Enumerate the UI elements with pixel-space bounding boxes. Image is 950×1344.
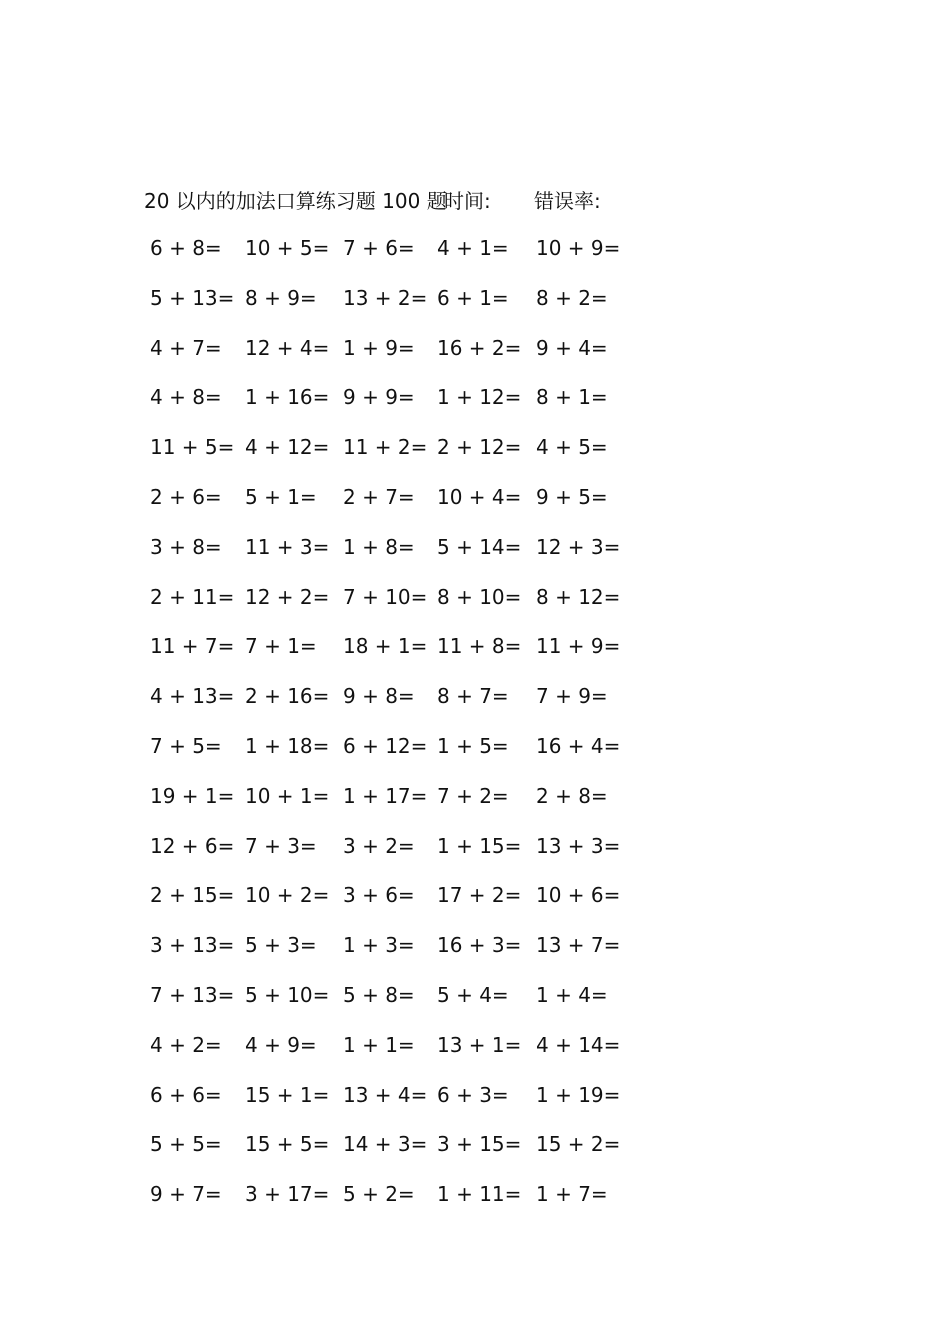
problem-row bbox=[0, 381, 950, 431]
addition-problem: 13 + 1= bbox=[437, 1032, 522, 1057]
addition-problem: 8 + 2= bbox=[536, 285, 608, 310]
addition-problem: 1 + 11= bbox=[437, 1182, 522, 1207]
addition-problem: 13 + 4= bbox=[343, 1082, 428, 1107]
addition-problem: 5 + 2= bbox=[343, 1182, 415, 1207]
addition-problem: 10 + 2= bbox=[245, 883, 330, 908]
addition-problem: 7 + 5= bbox=[150, 733, 222, 758]
problem-row bbox=[0, 680, 950, 730]
problem-row bbox=[0, 1029, 950, 1079]
addition-problem: 11 + 5= bbox=[150, 435, 235, 460]
addition-problem: 2 + 8= bbox=[536, 783, 608, 808]
addition-problem: 11 + 7= bbox=[150, 634, 235, 659]
addition-problem: 2 + 16= bbox=[245, 684, 330, 709]
problem-grid bbox=[0, 232, 950, 1228]
addition-problem: 6 + 8= bbox=[150, 236, 222, 260]
addition-problem: 18 + 1= bbox=[343, 634, 428, 659]
addition-problem: 15 + 2= bbox=[536, 1132, 621, 1157]
addition-problem: 6 + 3= bbox=[437, 1082, 509, 1107]
addition-problem: 5 + 13= bbox=[150, 285, 235, 310]
addition-problem: 2 + 7= bbox=[343, 484, 415, 509]
addition-problem: 4 + 8= bbox=[150, 385, 222, 410]
addition-problem: 17 + 2= bbox=[437, 883, 522, 908]
error-rate-label: 错误率: bbox=[534, 189, 601, 213]
problem-row bbox=[0, 1128, 950, 1178]
addition-problem: 3 + 15= bbox=[437, 1132, 522, 1157]
addition-problem: 5 + 14= bbox=[437, 534, 522, 559]
addition-problem: 7 + 9= bbox=[536, 684, 608, 709]
addition-problem: 1 + 9= bbox=[343, 335, 415, 360]
addition-problem: 14 + 3= bbox=[343, 1132, 428, 1157]
addition-problem: 3 + 17= bbox=[245, 1182, 330, 1207]
addition-problem: 1 + 5= bbox=[437, 733, 509, 758]
addition-problem: 9 + 9= bbox=[343, 385, 415, 410]
addition-problem: 5 + 1= bbox=[245, 484, 317, 509]
addition-problem: 1 + 19= bbox=[536, 1082, 621, 1107]
addition-problem: 5 + 3= bbox=[245, 933, 317, 958]
problem-row bbox=[0, 431, 950, 481]
addition-problem: 6 + 1= bbox=[437, 285, 509, 310]
problem-row bbox=[0, 1079, 950, 1129]
addition-problem: 1 + 16= bbox=[245, 385, 330, 410]
addition-problem: 2 + 12= bbox=[437, 435, 522, 460]
addition-problem: 1 + 17= bbox=[343, 783, 428, 808]
addition-problem: 19 + 1= bbox=[150, 783, 235, 808]
addition-problem: 4 + 1= bbox=[437, 236, 509, 260]
addition-problem: 1 + 4= bbox=[536, 982, 608, 1007]
problem-row bbox=[0, 481, 950, 531]
addition-problem: 12 + 2= bbox=[245, 584, 330, 609]
addition-problem: 4 + 13= bbox=[150, 684, 235, 709]
addition-problem: 2 + 11= bbox=[150, 584, 235, 609]
addition-problem: 11 + 2= bbox=[343, 435, 428, 460]
problem-row bbox=[0, 979, 950, 1029]
addition-problem: 1 + 15= bbox=[437, 833, 522, 858]
problem-row bbox=[0, 282, 950, 332]
time-label: 时间: bbox=[444, 189, 491, 213]
problem-row bbox=[0, 332, 950, 382]
addition-problem: 15 + 5= bbox=[245, 1132, 330, 1157]
addition-problem: 12 + 3= bbox=[536, 534, 621, 559]
addition-problem: 7 + 10= bbox=[343, 584, 428, 609]
addition-problem: 10 + 5= bbox=[245, 236, 330, 260]
addition-problem: 4 + 9= bbox=[245, 1032, 317, 1057]
problem-row bbox=[0, 879, 950, 929]
addition-problem: 3 + 6= bbox=[343, 883, 415, 908]
addition-problem: 1 + 7= bbox=[536, 1182, 608, 1207]
addition-problem: 8 + 12= bbox=[536, 584, 621, 609]
addition-problem: 5 + 8= bbox=[343, 982, 415, 1007]
addition-problem: 4 + 2= bbox=[150, 1032, 222, 1057]
addition-problem: 7 + 3= bbox=[245, 833, 317, 858]
addition-problem: 12 + 6= bbox=[150, 833, 235, 858]
addition-problem: 6 + 12= bbox=[343, 733, 428, 758]
addition-problem: 15 + 1= bbox=[245, 1082, 330, 1107]
worksheet-title: 20 以内的加法口算练习题 100 题 bbox=[144, 189, 447, 213]
addition-problem: 11 + 8= bbox=[437, 634, 522, 659]
addition-problem: 10 + 4= bbox=[437, 484, 522, 509]
addition-problem: 4 + 14= bbox=[536, 1032, 621, 1057]
addition-problem: 3 + 8= bbox=[150, 534, 222, 559]
addition-problem: 7 + 6= bbox=[343, 236, 415, 260]
addition-problem: 12 + 4= bbox=[245, 335, 330, 360]
addition-problem: 9 + 8= bbox=[343, 684, 415, 709]
addition-problem: 4 + 12= bbox=[245, 435, 330, 460]
addition-problem: 11 + 3= bbox=[245, 534, 330, 559]
addition-problem: 1 + 1= bbox=[343, 1032, 415, 1057]
addition-problem: 13 + 2= bbox=[343, 285, 428, 310]
addition-problem: 1 + 3= bbox=[343, 933, 415, 958]
addition-problem: 16 + 4= bbox=[536, 733, 621, 758]
addition-problem: 9 + 5= bbox=[536, 484, 608, 509]
addition-problem: 9 + 4= bbox=[536, 335, 608, 360]
addition-problem: 2 + 15= bbox=[150, 883, 235, 908]
addition-problem: 3 + 2= bbox=[343, 833, 415, 858]
addition-problem: 16 + 3= bbox=[437, 933, 522, 958]
problem-row bbox=[0, 232, 950, 282]
problem-row bbox=[0, 929, 950, 979]
addition-problem: 13 + 3= bbox=[536, 833, 621, 858]
problem-row bbox=[0, 830, 950, 880]
addition-problem: 1 + 8= bbox=[343, 534, 415, 559]
worksheet-header bbox=[144, 185, 664, 217]
addition-problem: 4 + 7= bbox=[150, 335, 222, 360]
problem-row bbox=[0, 581, 950, 631]
problem-row bbox=[0, 630, 950, 680]
addition-problem: 6 + 6= bbox=[150, 1082, 222, 1107]
addition-problem: 7 + 1= bbox=[245, 634, 317, 659]
problem-row bbox=[0, 531, 950, 581]
addition-problem: 16 + 2= bbox=[437, 335, 522, 360]
addition-problem: 9 + 7= bbox=[150, 1182, 222, 1207]
addition-problem: 2 + 6= bbox=[150, 484, 222, 509]
addition-problem: 3 + 13= bbox=[150, 933, 235, 958]
addition-problem: 7 + 2= bbox=[437, 783, 509, 808]
addition-problem: 8 + 9= bbox=[245, 285, 317, 310]
problem-row bbox=[0, 780, 950, 830]
addition-problem: 10 + 9= bbox=[536, 236, 621, 260]
addition-problem: 1 + 12= bbox=[437, 385, 522, 410]
addition-problem: 7 + 13= bbox=[150, 982, 235, 1007]
problem-row bbox=[0, 1178, 950, 1228]
addition-problem: 1 + 18= bbox=[245, 733, 330, 758]
addition-problem: 5 + 5= bbox=[150, 1132, 222, 1157]
addition-problem: 5 + 4= bbox=[437, 982, 509, 1007]
addition-problem: 13 + 7= bbox=[536, 933, 621, 958]
addition-problem: 8 + 7= bbox=[437, 684, 509, 709]
problem-row bbox=[0, 730, 950, 780]
addition-problem: 5 + 10= bbox=[245, 982, 330, 1007]
addition-problem: 11 + 9= bbox=[536, 634, 621, 659]
addition-problem: 10 + 1= bbox=[245, 783, 330, 808]
addition-problem: 10 + 6= bbox=[536, 883, 621, 908]
addition-problem: 8 + 10= bbox=[437, 584, 522, 609]
addition-problem: 4 + 5= bbox=[536, 435, 608, 460]
addition-problem: 8 + 1= bbox=[536, 385, 608, 410]
